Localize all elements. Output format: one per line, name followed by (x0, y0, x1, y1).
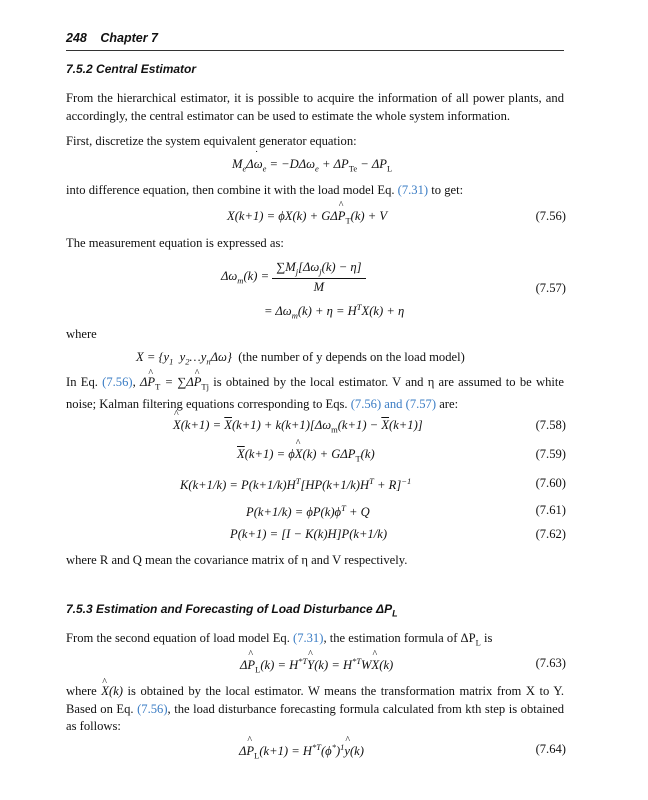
equation-number: (7.62) (535, 527, 566, 541)
paragraph: From the second equation of load model Eq. (7.31), the estimation formula of $\Delta P_L$ is (66, 631, 493, 648)
equation-number: (7.56) (535, 209, 566, 223)
equation-7-61: $P(k+1/k) = \phi P(k)\phi^T + Q$ (246, 503, 370, 520)
chapter-label: Chapter 7 (100, 31, 158, 45)
section-heading-7-5-2: 7.5.2 Central Estimator (66, 62, 197, 76)
equation-link[interactable]: (7.56) and (7.57) (350, 397, 437, 412)
equation-7-56: X(k+1) = ϕX(k) + GΔP $\^{}_T(k) + V$ (227, 209, 387, 226)
equation-link[interactable]: (7.56) (137, 701, 168, 716)
equation-number: (7.64) (535, 742, 566, 756)
equation-number: (7.61) (535, 503, 566, 517)
page-number: 248 (66, 31, 87, 45)
equation-7-57-line1: $\Delta\omega_m(k)$ = $\frac{\sum M_j[\Delta\omega_j(k) - \eta]}{M}$ (221, 260, 366, 295)
equation-number: (7.63) (535, 656, 566, 670)
equation-7-60: $K(k+1/k) = P(k+1/k)H^T[HP(k+1/k)H^T + R]^{-1}$ (180, 476, 412, 493)
equation-link[interactable]: (7.31) (397, 183, 429, 197)
paragraph: into difference equation, then combine it with the load model Eq. (7.31) to get: (66, 183, 464, 197)
paragraph: First, discretize the system equivalent generator equation: (66, 134, 357, 148)
paragraph: The measurement equation is expressed as: (66, 236, 284, 250)
state-vector-definition: $X = \{y_1$ $y_2\dots y_n\Delta\omega$} (the number of y depends on the load model) (136, 350, 465, 367)
equation-7-57-line2: = $\Delta\omega_m(k) + \eta = H^TX(k) + \eta$ (264, 302, 405, 321)
equation-number: (7.59) (535, 447, 566, 461)
equation-7-64: ΔP $\^{}_L(k+1) = H^{*T}(\phi^*)^1y$ ^(k) (239, 742, 364, 761)
equation-generator: $M_e\Delta\omega$ $˙_e = -D\Delta\omega_e + \Delta P_{Te} - \Delta P_L$ (232, 157, 392, 174)
paragraph: where R and Q mean the covariance matrix of η and V respectively. (66, 553, 408, 567)
equation-number: (7.60) (535, 476, 566, 490)
equation-7-62: P(k+1) = [I − K(k)H]P(k+1/k) (230, 527, 388, 541)
equation-number: (7.57) (535, 281, 566, 295)
paragraph: where (66, 327, 97, 341)
equation-7-58: X ^(k+1) = $\overline{X}(k+1) + k(k+1)[\Delta\omega_m(k+1) - \overline{X}(k+1)]$ (173, 418, 423, 435)
paragraph: In Eq. (7.56), ΔP $\^{}_T = \sum\Delta P$ $\^{}_{Tj}$ is obtained by the local estimator. V and η are assumed to be white noise; Kalman filtering equations corresponding to Eqs. (7.56) and (7.57) are: (66, 374, 564, 414)
equation-link[interactable]: (7.31) (293, 631, 324, 645)
equation-7-59: $\overline{X}(k+1) = \phi X$ ^(k) + $G\Delta P_T(k)$ (237, 447, 375, 464)
running-header (66, 31, 564, 51)
paragraph: where X ^(k) is obtained by the local estimator. W means the transformation matrix from X to Y. Based on Eq. (7.56), the load disturbance forecasting formula calculated from kth step is obtained as follows: (66, 683, 564, 736)
equation-link[interactable]: (7.56) (102, 375, 133, 389)
equation-number: (7.58) (535, 418, 566, 432)
section-heading-7-5-3: 7.5.3 Estimation and Forecasting of Load Disturbance $\Delta P_L$ (66, 602, 398, 619)
header-rule (66, 50, 564, 51)
paragraph: From the hierarchical estimator, it is possible to acquire the information of all power plants, and accordingly, the central estimator can be used to estimate the whole system information. (66, 91, 564, 123)
equation-7-63: ΔP $\^{}_L(k) = H^{*T}Y$ ^(k) = $H^{*T}WX$ ^(k) (240, 656, 393, 675)
